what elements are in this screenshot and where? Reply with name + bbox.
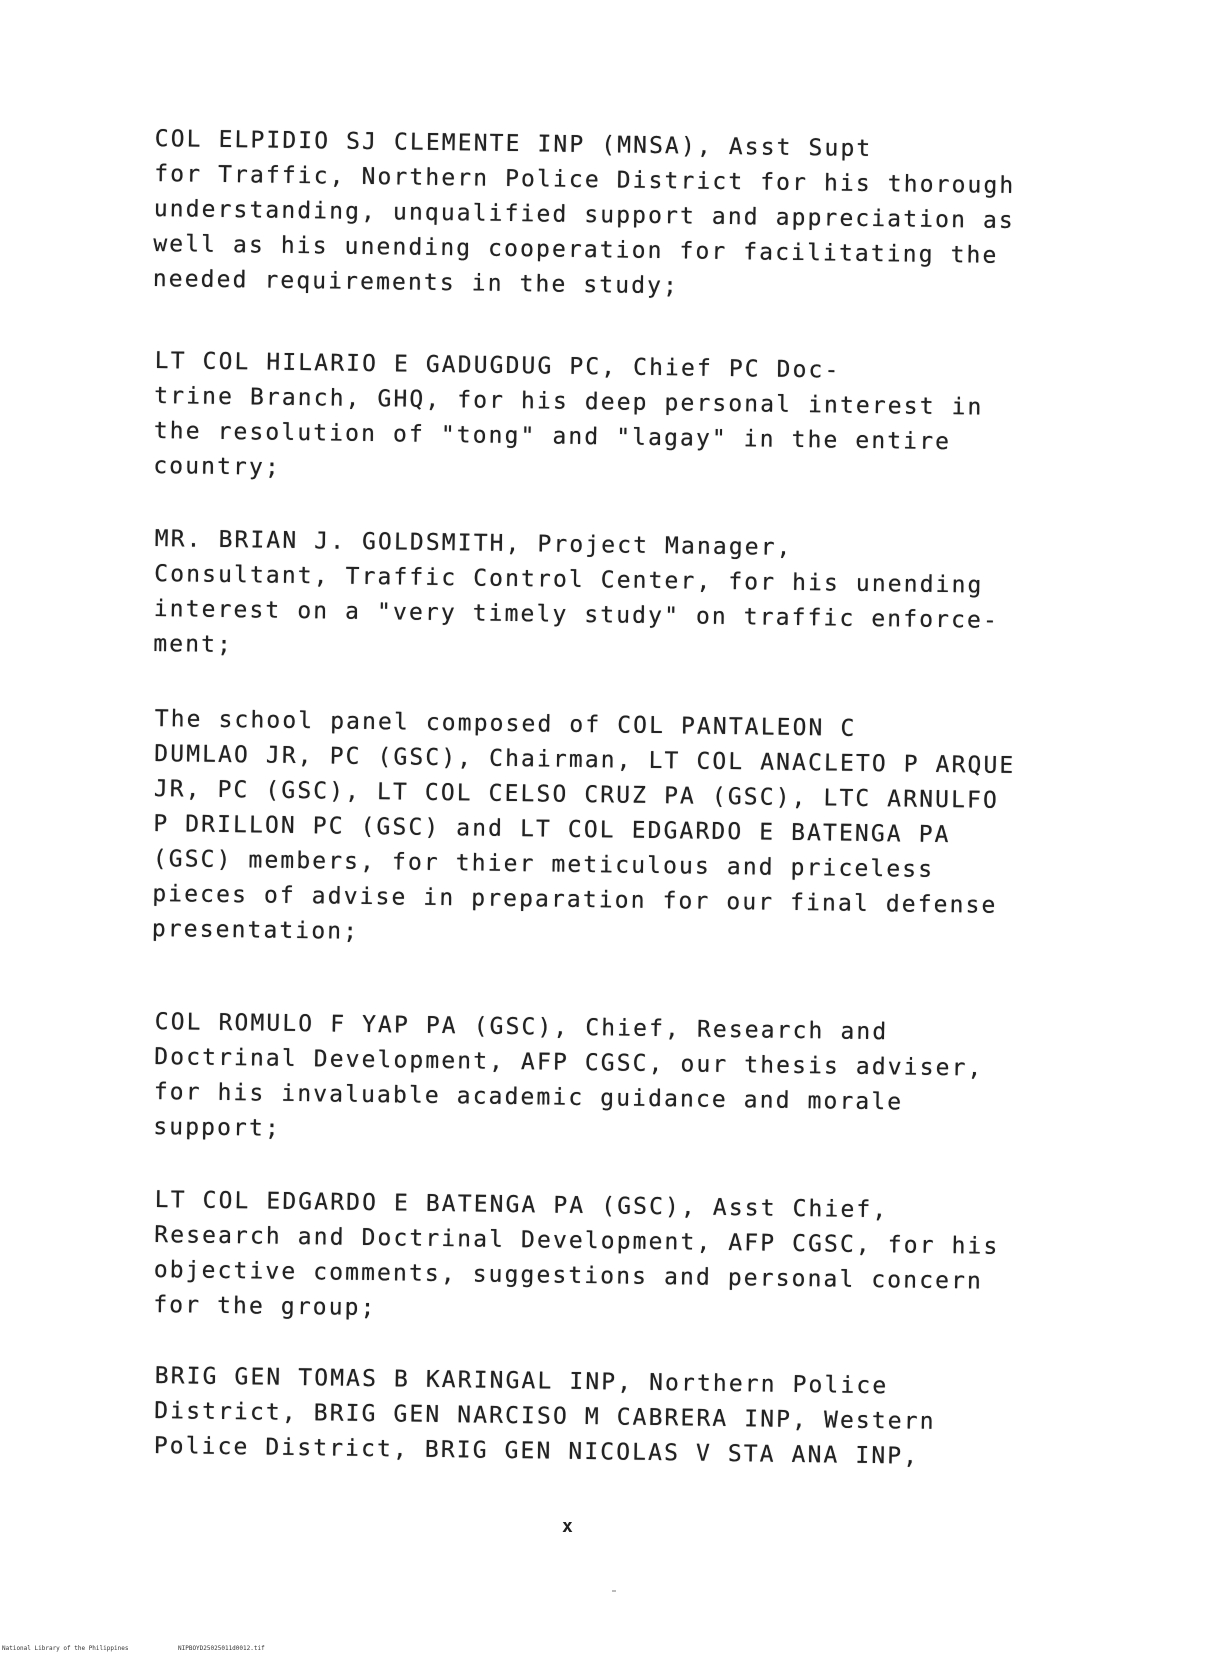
acknowledgement-paragraph-karingal: BRIG GEN TOMAS B KARINGAL INP, Northern Police District, BRIG GEN NARCISO M CABRERA INP, Western Police District, BRIG GEN NICOLAS V STA ANA INP,	[153, 1362, 936, 1470]
page-number: x	[562, 1516, 573, 1537]
footer-file-name: NIPBOYD25025011d0012.tif	[178, 1645, 265, 1652]
acknowledgement-paragraph-yap: COL ROMULO F YAP PA (GSC), Chief, Research and Doctrinal Development, AFP CGSC, our thesis adviser, for his invaluable academic guidance and morale support;	[153, 1008, 984, 1142]
footer-library-name: National Library of the Philippines	[2, 1645, 129, 1652]
acknowledgement-paragraph-clemente: COL ELPIDIO SJ CLEMENTE INP (MNSA), Asst Supt for Traffic, Northern Police District for his thorough understanding, unqualified support and appreciation as well as his unending cooperation for facilitating the needed requirements in the study;	[152, 125, 1016, 300]
acknowledgement-paragraph-batenga: LT COL EDGARDO E BATENGA PA (GSC), Asst Chief, Research and Doctrinal Development, AFP CGSC, for his objective comments, suggestions and personal concern for the group;	[153, 1186, 1000, 1322]
scan-speck	[612, 1590, 616, 1592]
acknowledgement-paragraph-goldsmith: MR. BRIAN J. GOLDSMITH, Project Manager, Consultant, Traffic Control Center, for his unending interest on a "very timely study" on traffic enforce- ment;	[153, 525, 1000, 659]
acknowledgement-paragraph-gadugdug: LT COL HILARIO E GADUGDUG PC, Chief PC Doc- trine Branch, GHQ, for his deep personal interest in the resolution of "tong" and "lagay" in the entire country;	[153, 347, 984, 481]
acknowledgement-paragraph-school-panel: The school panel composed of COL PANTALEON C DUMLAO JR, PC (GSC), Chairman, LT COL ANACLETO P ARQUE JR, PC (GSC), LT COL CELSO CRUZ PA (GSC), LTC ARNULFO P DRILLON PC (GSC) and LT COL EDGARDO E BATENGA PA (GSC) members, for thier meticulous and priceless pieces of advise in preparation for our final defense presentation;	[151, 705, 1016, 945]
